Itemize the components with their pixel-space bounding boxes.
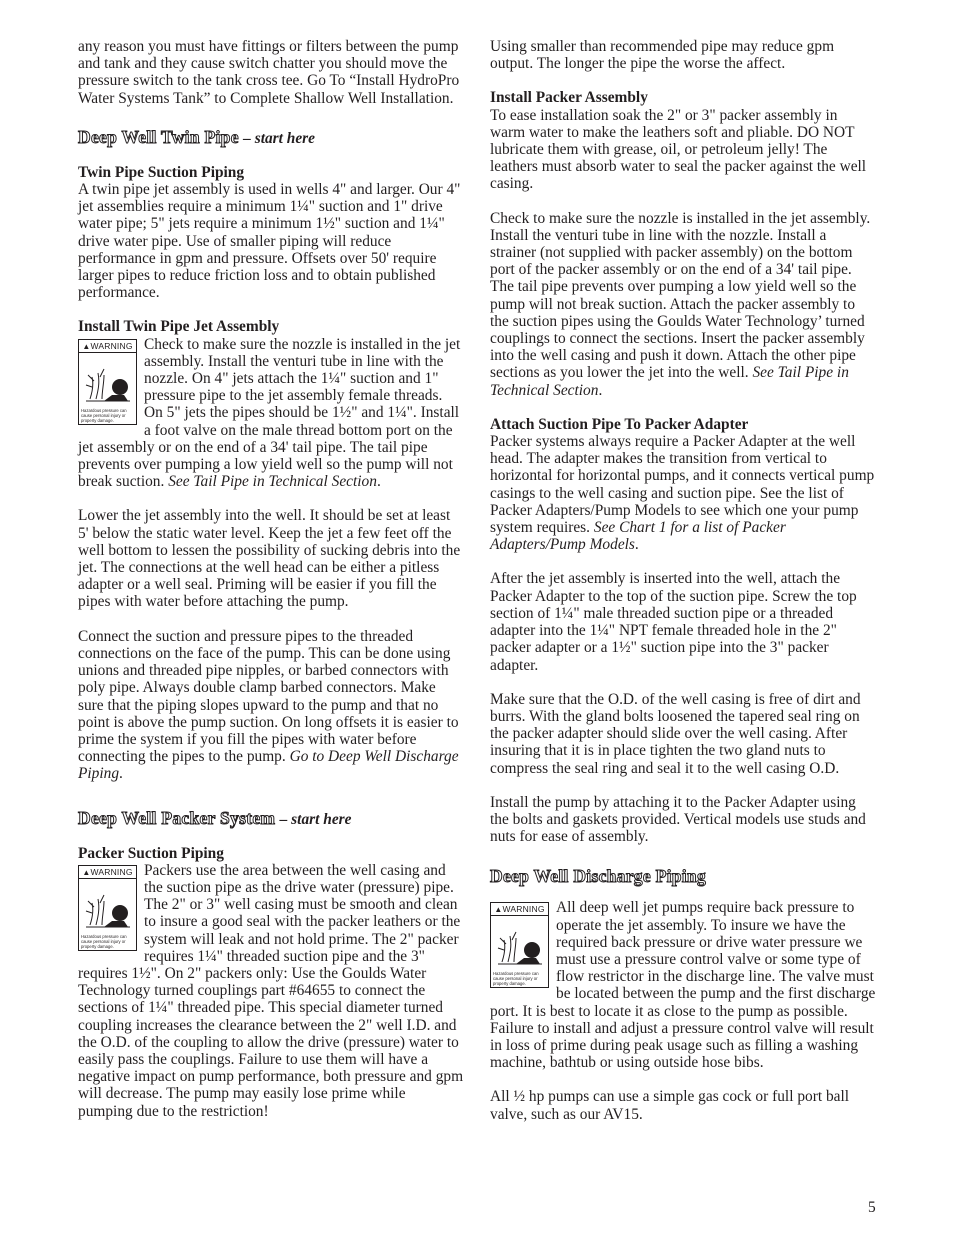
warning-caption: Hazardous pressure can cause personal injury or property damage. — [81, 407, 127, 423]
install-pump-paragraph: Install the pump by attaching it to the Packer Adapter using the bolts and gaskets provided. Vertical models use studs and nuts for ease of assembly. — [490, 793, 866, 846]
warning-box — [490, 902, 549, 988]
packer-system-heading: Deep Well Packer System – start here — [78, 807, 352, 828]
intro-paragraph: any reason you must have fittings or filters between the pump and tank and they cause switch chatter you should move the pressure switch to the tank cross tee. Go To “Install HydroPro Water Systems Tank” to Complete Shallow Well Installation. — [78, 38, 460, 107]
warning-label: WARNING — [502, 904, 545, 915]
warning-caption: Hazardous pressure can cause personal injury or property damage. — [493, 971, 539, 987]
left-column — [78, 38, 464, 1120]
twin-suction-title: Twin Pipe Suction Piping — [78, 163, 245, 181]
pressure-hazard-icon — [82, 881, 134, 933]
twin-suction-body: A twin pipe jet assembly is used in wells 4" and larger. Our 4" jet assemblies require a minimum 1¼" suction and 1" drive water pipe; 5" jets require a minimum 1½" suction and 1¼" drive water pipe. Use of smaller piping will reduce performance in gpm and pressure. Offsets over 50' require larger pipes to reduce friction loss and to obtain published performance. — [78, 181, 461, 302]
discharge-piping-heading: Deep Well Discharge Piping — [490, 866, 707, 887]
packer-suction-body: Packers use the area between the well casing and the suction pipe as the drive water (pressure) pipe. The 2" or 3" well casing must be smooth and clean to insure a good seal with the packer leathers or the system will leak and not hold prime. The 2" packer requires 1¼" threaded suction pipe and the 3" requires 1½". On 2" packers only: Use the Goulds Water Technology turned couplings part #64655 to connect the sections of 1¼" threaded pipe. This special diameter turned coupling increases the clearance between the 2" well I.D. and the O.D. of the coupling to allow the drive (pressure) water to easily pass the couplings. Failure to use them will have a negative impact on pump performance, both pressure and gpm will decrease. The pump may easily lose prime while pumping due to the restriction! — [78, 861, 464, 1120]
twin-install-title: Install Twin Pipe Jet Assembly — [78, 318, 280, 336]
warning-label: WARNING — [90, 340, 133, 351]
twin-install-body: Check to make sure the nozzle is installed in the jet assembly. Install the venturi tube in line with the nozzle. On 4" jets attach the 1¼" suction and 1" pressure pipe to the jet assembly female threads. On 5" jets the pipes should be 1½" and 1¼". Install a foot valve on the male thread bottom port on the jet assembly or on the end of a 34' tail pipe. The tail pipe prevents over pumping a low yield well so the pump will not break suction. See Tail Pipe in Technical Section. — [78, 335, 461, 491]
packer-install-body: To ease installation soak the 2" or 3" packer assembly in warm water to make the leathers soft and pliable. DO NOT lubricate them with grease, oil, or petroleum jelly! The leathers must absorb water to seal the packer against the well casing. — [490, 106, 867, 193]
pressure-hazard-icon — [494, 918, 546, 970]
attach-suction-title: Attach Suction Pipe To Packer Adapter — [490, 415, 749, 433]
twin-pipe-heading: Deep Well Twin Pipe – start here — [78, 126, 315, 147]
smaller-pipe-paragraph: Using smaller than recommended pipe may reduce gpm output. The longer the pipe the worse the affect. — [490, 38, 835, 73]
lower-jet-paragraph: Lower the jet assembly into the well. It should be set at least 5' below the static water level. Keep the jet a few feet off the well bottom to lessen the possibility of sucking debris into the jet. The connections at the well head can be either a pitless adapter or a well seal. Priming will be easier if you fill the pipes with water before attaching the pump. — [78, 507, 461, 611]
attach-suction-body: Packer systems always require a Packer Adapter at the well head. The adapter makes the transition from vertical to horizontal for horizontal pumps, and it connects vertical pump casings to the well casing and suction pipe. See the list of Packer Adapters/Pump Models to see which one your pump system requires. See Chart 1 for a list of Packer Adapters/Pump Models. — [490, 433, 875, 554]
warning-box — [78, 865, 137, 951]
packer-install-title: Install Packer Assembly — [490, 89, 648, 107]
check-nozzle-paragraph: Check to make sure the nozzle is installed in the jet assembly. Install the venturi tube in line with the nozzle. Install a strainer (not supplied with packer assembly) on the bottom port of the packer assembly or on the end of a 34' tail pipe. The tail pipe prevents over pumping a low yield well so the pump will not break suction. Attach the packer assembly to the suction pipes using the Goulds Water Technology’ turned couplings to connect the sections. Insert the packer assembly into the well casing and push it down. Attach the other pipe sections as you lower the jet into the well. See Tail Pipe in Technical Section. — [490, 209, 871, 399]
after-jet-paragraph: After the jet assembly is inserted into the well, attach the Packer Adapter to the top of the suction pipe. Screw the top section of 1¼" male threaded suction pipe or a threaded adapter into the 1¼" NPT female threaded hole in the 2" packer adapter or a 1½" suction pipe into the 3" packer adapter. — [490, 570, 857, 674]
casing-od-paragraph: Make sure that the O.D. of the well casing is free of dirt and burrs. With the gland bolts loosened the tapered seal ring on the packer adapter should slide over the well casing. After insuring that it is in place tighten the two gland nuts to compress the seal ring and seal it to the well casing O.D. — [490, 690, 861, 777]
warning-triangle-icon: ▲ — [82, 867, 91, 877]
warning-caption: Hazardous pressure can cause personal injury or property damage. — [81, 933, 127, 949]
pressure-hazard-icon — [82, 355, 134, 407]
discharge-body: All deep well jet pumps require back pressure to operate the jet assembly. To insure we have the required back pressure or drive water pressure we must use a pressure control valve or some type of flow restrictor in the discharge line. The valve must be located between the pump and the first discharge port. It is best to locate it as close to the pump as possible. Failure to install and adjust a pressure control valve will result in loss of prime during peak usage such as filling a washing machine, bathtub or using outside hose bibs. — [490, 899, 876, 1072]
packer-suction-title: Packer Suction Piping — [78, 844, 224, 862]
connect-paragraph: Connect the suction and pressure pipes to the threaded connections on the face of the pump. This can be done using unions and threaded pipe nipples, or barbed connectors with poly pipe. Always double clamp barbed connectors. Make sure that the piping slopes upward to the pump and that no point is above the pump suction. On long offsets it is easier to prime the system if you fill the pipes with water before connecting the pipes to the pump. Go to Deep Well Discharge Piping. — [78, 627, 459, 783]
warning-box — [78, 339, 137, 425]
right-column — [490, 38, 876, 1123]
page-number: 5 — [868, 1199, 876, 1216]
warning-triangle-icon: ▲ — [82, 341, 91, 351]
warning-triangle-icon: ▲ — [494, 905, 503, 915]
half-hp-paragraph: All ½ hp pumps can use a simple gas cock or full port ball valve, such as our AV15. — [490, 1088, 850, 1123]
warning-label: WARNING — [90, 866, 133, 877]
